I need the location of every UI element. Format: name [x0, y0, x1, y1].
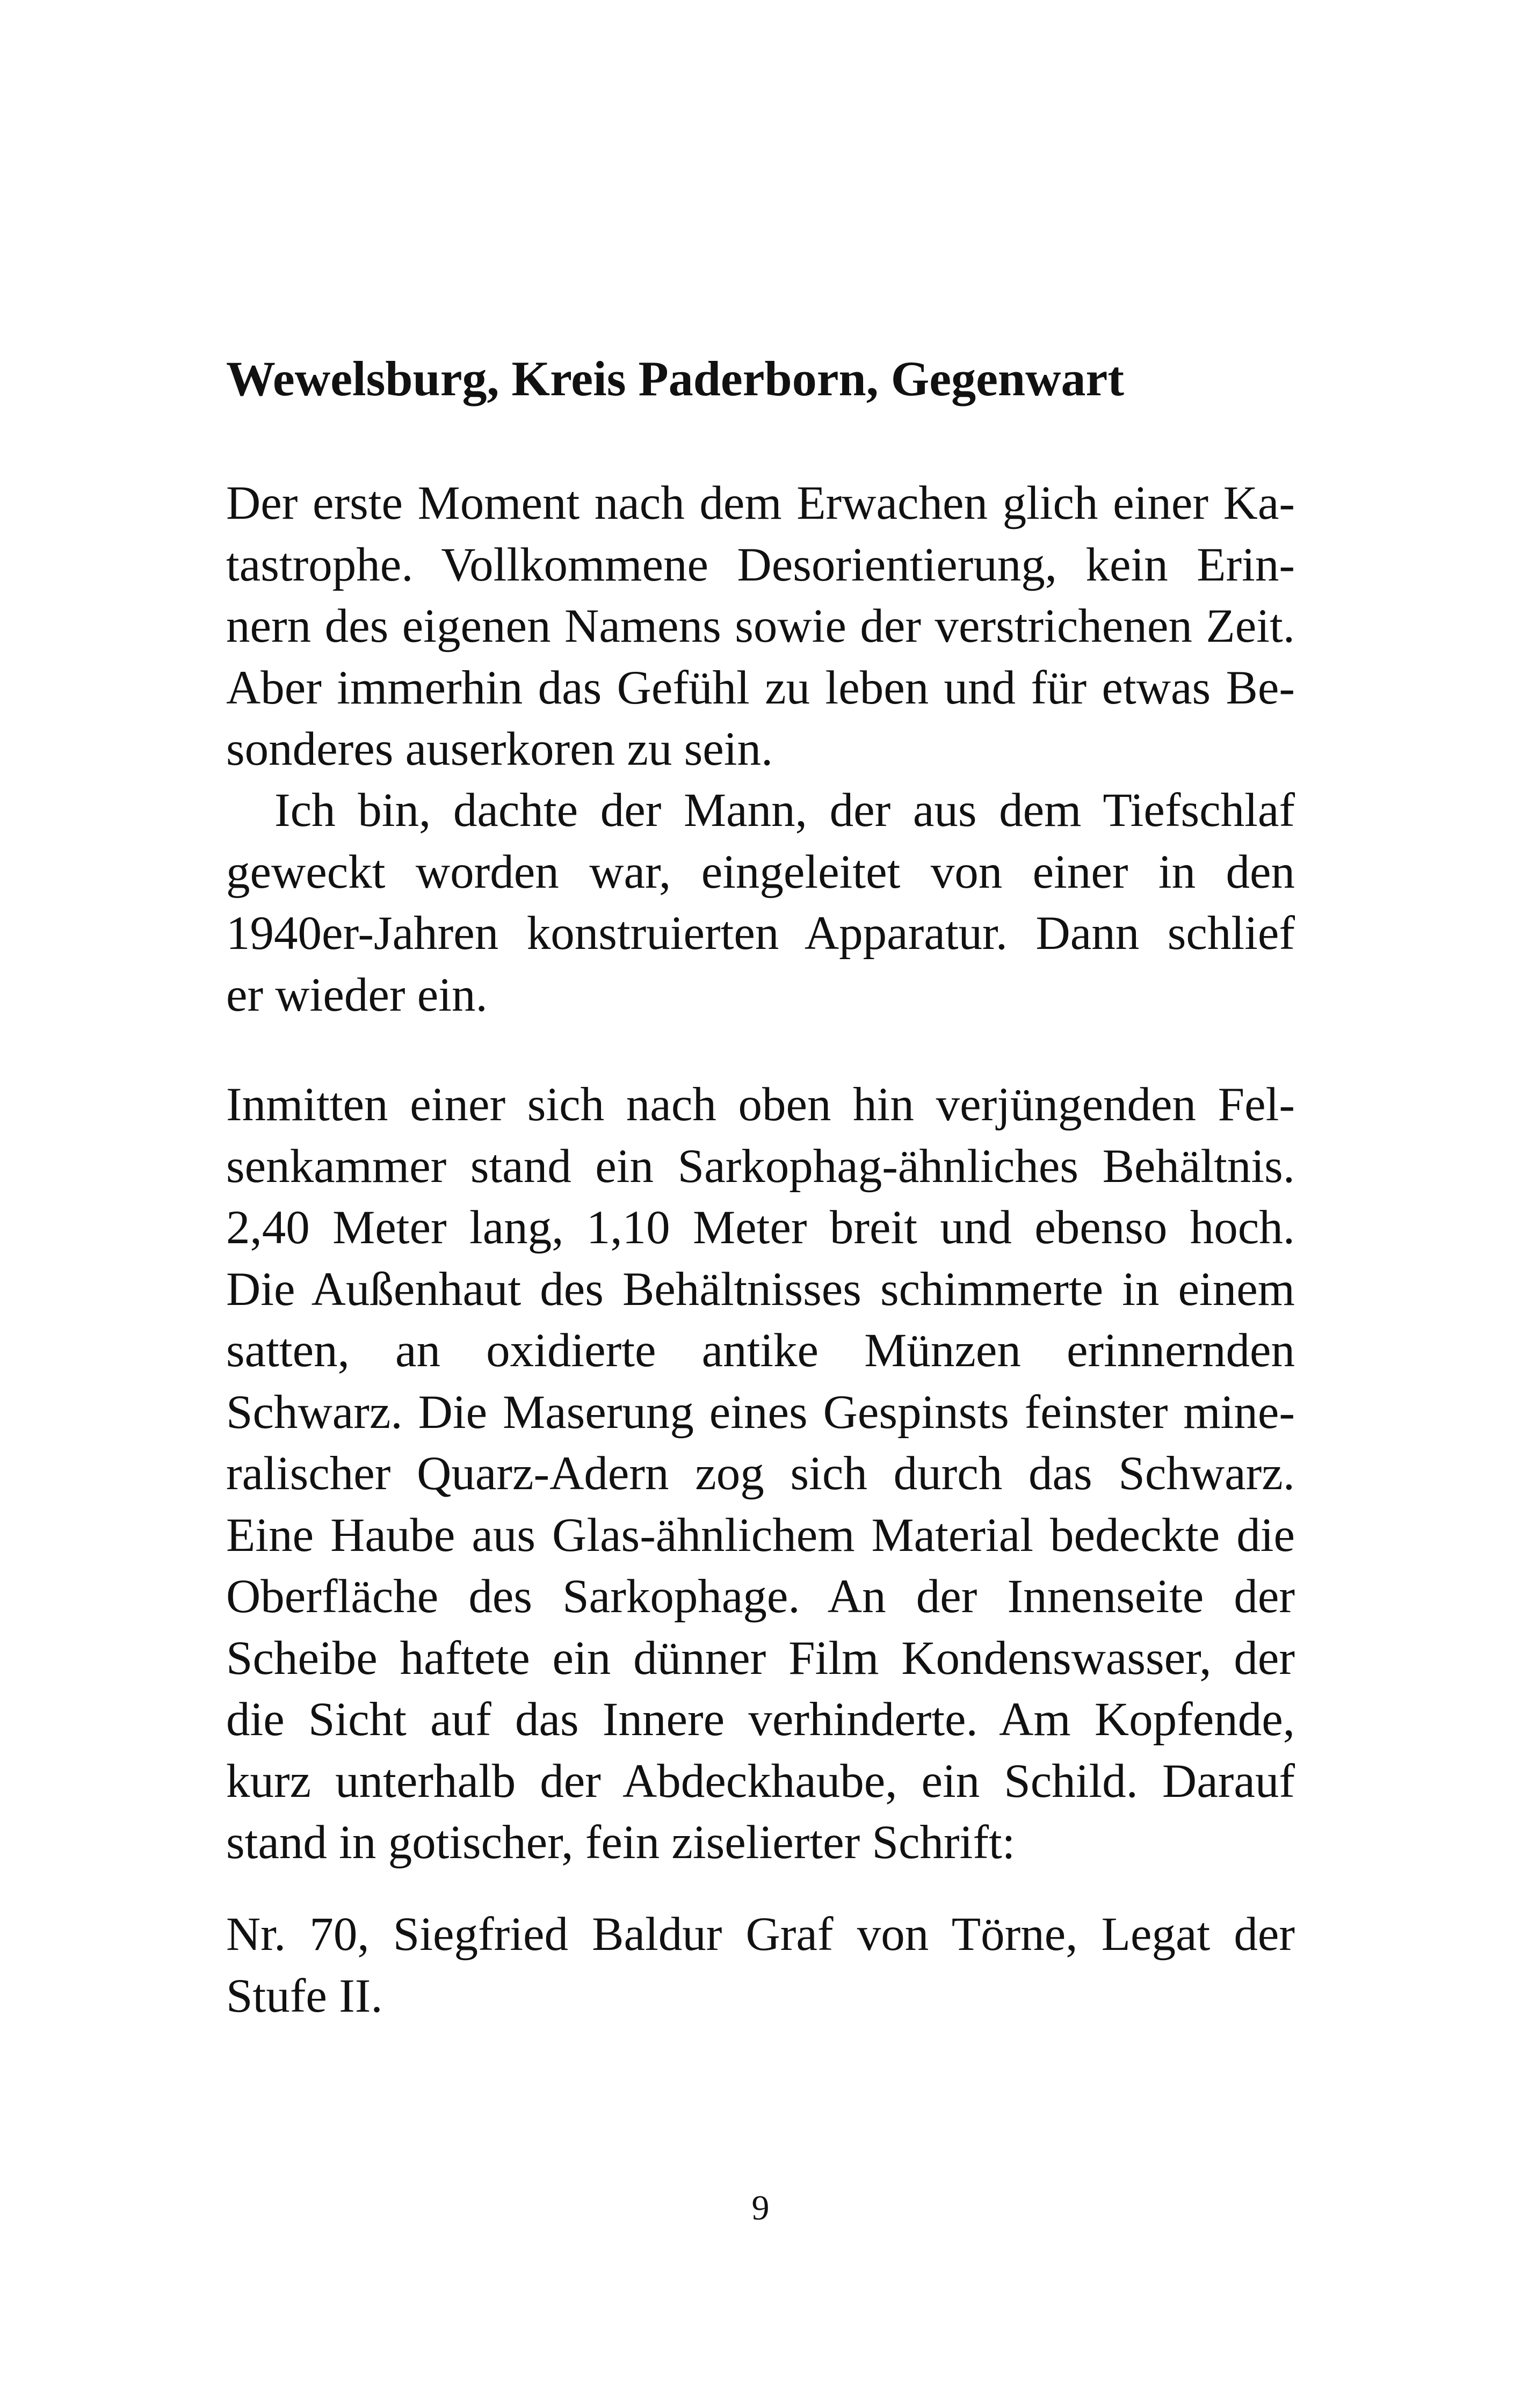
text-line: geweckt worden war, eingeleitet von einer in den: [226, 845, 1295, 898]
text-line: Schwarz. Die Maserung eines Gespinsts feinster mine-: [226, 1386, 1295, 1439]
text-line: kurz unterhalb der Abdeckhaube, ein Schild. Darauf: [226, 1754, 1295, 1808]
text-line: Der erste Moment nach dem Erwachen glich einer Ka-: [226, 477, 1295, 530]
text-line: satten, an oxidierte antike Münzen erinnernden: [226, 1324, 1295, 1377]
text-line: Aber immerhin das Gefühl zu leben und für etwas Be-: [226, 661, 1295, 714]
paragraph-2: [226, 780, 1295, 1026]
paragraph-1: [226, 473, 1295, 780]
text-line: Die Außenhaut des Behältnisses schimmerte in einem: [226, 1263, 1295, 1316]
paragraph-4: [226, 1904, 1295, 2027]
text-line: Scheibe haftete ein dünner Film Kondenswasser, der: [226, 1631, 1295, 1685]
text-line: die Sicht auf das Innere verhinderte. Am Kopfende,: [226, 1693, 1295, 1746]
text-line: stand in gotischer, fein ziselierter Schrift:: [226, 1816, 1016, 1869]
text-line: Ich bin, dachte der Mann, der aus dem Tiefschlaf: [274, 784, 1295, 837]
text-line: Nr. 70, Siegfried Baldur Graf von Törne, Legat der: [226, 1908, 1295, 1961]
text-line: 1940er-Jahren konstruierten Apparatur. Dann schlief: [226, 907, 1295, 960]
paragraph-3: [226, 1074, 1295, 1874]
text-line: nern des eigenen Namens sowie der verstrichenen Zeit.: [226, 600, 1295, 652]
text-line: sonderes auserkoren zu sein.: [226, 723, 773, 775]
text-line: tastrophe. Vollkommene Desorientierung, kein Erin-: [226, 538, 1295, 591]
text-line: Stufe II.: [226, 1969, 383, 2022]
text-line: 2,40 Meter lang, 1,10 Meter breit und ebenso hoch.: [226, 1201, 1295, 1254]
chapter-heading: Wewelsburg, Kreis Paderborn, Gegenwart: [226, 351, 1124, 406]
text-line: Eine Haube aus Glas-ähnlichem Material bedeckte die: [226, 1508, 1295, 1562]
text-line: senkammer stand ein Sarkophag-ähnliches Behältnis.: [226, 1140, 1295, 1193]
text-line: ralischer Quarz-Adern zog sich durch das Schwarz.: [226, 1447, 1295, 1500]
text-line: Inmitten einer sich nach oben hin verjüngenden Fel-: [226, 1078, 1295, 1131]
text-line: Oberfläche des Sarkophage. An der Innenseite der: [226, 1570, 1295, 1623]
page-number: 9: [751, 2188, 770, 2228]
text-line: er wieder ein.: [226, 968, 488, 1021]
